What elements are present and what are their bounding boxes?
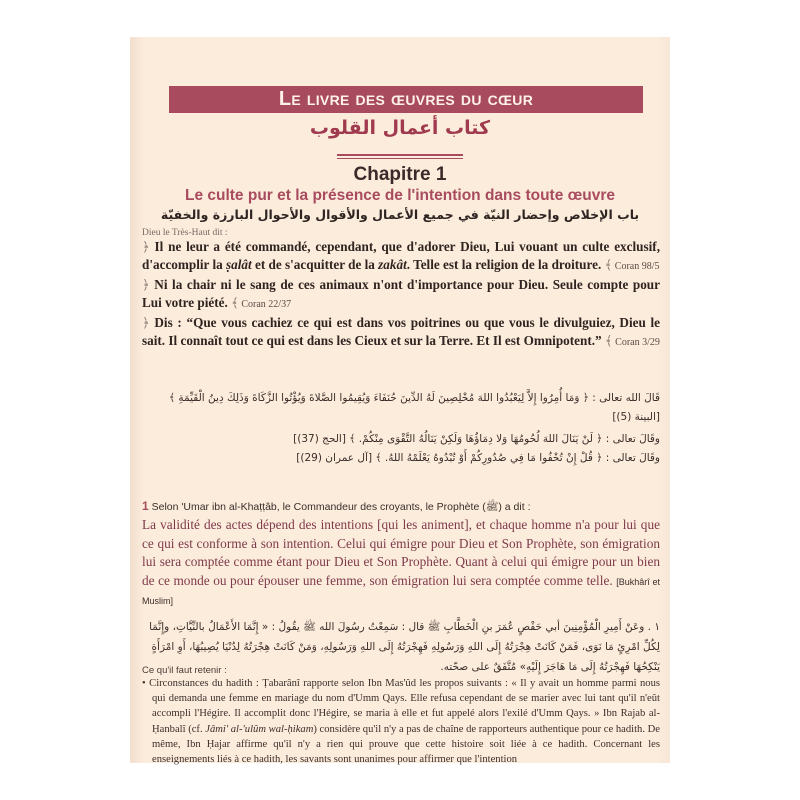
title-underline-thin <box>337 158 463 159</box>
verse-reference: Coran 22/37 <box>238 299 292 310</box>
verse-ar-2: وقَالَ تعالى : ﴿ لَنْ يَنَالَ اللهَ لُحُومُهَا وَلا دِمَاؤُهَا وَلَكِنْ يَنَالُهُ التَّقْوَى مِنْكُمْ. ﴾ [الحج (37)] <box>293 433 660 445</box>
term-zakat: zakât <box>378 257 407 272</box>
book-title-banner <box>169 86 643 113</box>
chapter-title-fr: Le culte pur et la présence de l'intention dans toute œuvre <box>184 187 615 204</box>
chapter-title-ar: باب الإخلاص وإحضار النيّة في جميع الأعمال والأقوال والأحوال البارزة والخفيّة <box>160 207 640 222</box>
book-reference: Jâmi' al-'ulûm wal-ḥikam <box>205 723 314 735</box>
book-page <box>130 37 670 766</box>
verse-close-bracket: ﴾ <box>231 295 239 310</box>
hadith-number: 1 <box>142 499 149 513</box>
hadith-header <box>142 499 660 516</box>
hadith-1 <box>142 499 660 677</box>
verse-open-bracket: ﴿ <box>142 239 150 254</box>
hadith-intro: Selon 'Umar ibn al-Khaṭṭâb, le Commandeur des croyants, le Prophète (ﷺ) a dit : <box>148 501 531 513</box>
quran-verses-ar <box>142 389 660 468</box>
verse-open-bracket: ﴿ <box>142 277 150 292</box>
book-title: Le livre des œuvres du cœur <box>278 88 534 110</box>
verse-close-bracket: ﴾ <box>604 257 613 272</box>
bullet: • <box>142 678 146 689</box>
verse-fr-2: ﴿ Ni la chair ni le sang de ces animaux n'ont d'importance pour Dieu. Seule compte pour Lui votre piété. ﴾ Coran 22/37 <box>142 277 660 310</box>
verse-fr-1: ﴿ Il ne leur a été commandé, cependant, que d'adorer Dieu, Lui vouant un culte exclusif, d'accomplir la ṣalât et de s'acquitter de la zakât. Telle est la religion de la droiture. ﴾ Coran 98/5 <box>142 239 660 272</box>
verse-ar-1: قَالَ الله تعالى : ﴿ وَمَا أُمِرُوا إِلاَّ لِيَعْبُدُوا اللهَ مُخْلِصِينَ لَهُ الدِّينَ حُنَفَاءَ وَيُقِيمُوا الصَّلاةَ وَيُؤْتُوا الزَّكَاةَ وَذَلِكَ دِينُ الْقَيِّمَةِ ﴾ [البينة (5)] <box>168 392 660 423</box>
term-salat: ṣalât <box>226 257 252 272</box>
hadith-text-ar: ١ . وعَنْ أَمِيرِ الْمُؤْمِنِينَ أبي حَفْصٍ عُمَرَ بنِ الْخَطَّابِ ﷺ قال : سَمِعْتُ رسُولَ الله ﷺ يقُولُ : « إِنَّمَا الأَعْمَالُ بالنِّيَّاتِ، وإِنَّمَا لِكُلِّ امْرِئٍ مَا نَوَى، فَمَنْ كَانَتْ هِجْرَتُهُ إِلَى اللهِ وَرَسُولِهِ فَهِجْرَتُهُ إِلَى اللهِ وَرَسُولِهِ، وَمَنْ كَانَتْ هِجْرَتُهُ لِدُنْيَا يُصِيبُهَا، أَوِ امْرَأَةٍ يَنْكِحُهَا فَهِجْرَتُهُ إِلَى مَا هَاجَرَ إِلَيْهِ» مُتَّفَقٌ على صحّته. <box>149 620 660 673</box>
quran-verses-fr <box>142 228 660 352</box>
intro-label: Dieu le Très-Haut dit : <box>142 228 228 238</box>
chapter-label: Chapitre 1 <box>353 164 447 185</box>
verse-reference: Coran 3/29 <box>612 337 660 348</box>
verse-close-bracket: ﴾ <box>604 333 613 348</box>
hadith-text-fr: La validité des actes dépend des intentions [qui les animent], et chaque homme n'a pour lui que ce qui est conforme à son intention. Celui qui émigre pour Dieu et Son Prophète, son émigration lui sera comptée comme étant pour Dieu et Son Prophète. Quant à celui qui émigre pour un bien de ce monde ou pour épouser une femme, son émigration lui sera comptée comme telle. [Bukhârî et Muslim] <box>142 517 660 606</box>
retain-section <box>142 665 660 767</box>
verse-fr-3: ﴿ Dis : “Que vous cachiez ce qui est dans vos poitrines ou que vous le divulguiez, Dieu le sait. Il connaît tout ce qui est dans les Cieux et sur la Terre. Et Il est Omnipotent.” ﴾ Coran 3/29 <box>142 315 660 348</box>
verse-ar-3: وقَالَ تعالى : ﴿ قُلْ إِنْ تُخْفُوا مَا فِي صُدُورِكُمْ أَوْ تُبْدُوهُ يَعْلَمْهُ اللهُ. ﴾ [آل عمران (29)] <box>296 452 660 464</box>
retain-label: Ce qu'il faut retenir : <box>142 665 227 676</box>
hadith-source: [Bukhârî et Muslim] <box>142 576 660 606</box>
arabic-book-title: كتاب أعمال القلوب <box>309 117 491 139</box>
retain-note: • Circonstances du hadith : Ṭabarânî rapporte selon Ibn Mas'ûd les propos suivants : « Il y avait un homme parmi nous qui demanda une femme en mariage du nom d'Umm Qays. Elle refusa cependant de se marier avec lui tant qu'il n'eût accompli l'Hégire. Il accomplit donc l'Hégire, se maria à elle et fut appelé alors l'exilé d'Umm Qays. » Ibn Rajab al-Ḥanbalî (cf. Jâmi' al-'ulûm wal-ḥikam) considère qu'il n'y a pas de chaîne de rapporteurs authentique pour ce hadith. De même, Ibn Ḥajar affirme qu'il n'y a rien qui prouve que cette histoire soit liée à ce hadith. Concernant les enseignements liés à ce hadith, les savants sont unanimes pour affirmer que l'intention <box>142 678 660 766</box>
verse-reference: Coran 98/5 <box>612 261 660 272</box>
verse-open-bracket: ﴿ <box>142 315 150 330</box>
title-underline <box>337 154 463 156</box>
